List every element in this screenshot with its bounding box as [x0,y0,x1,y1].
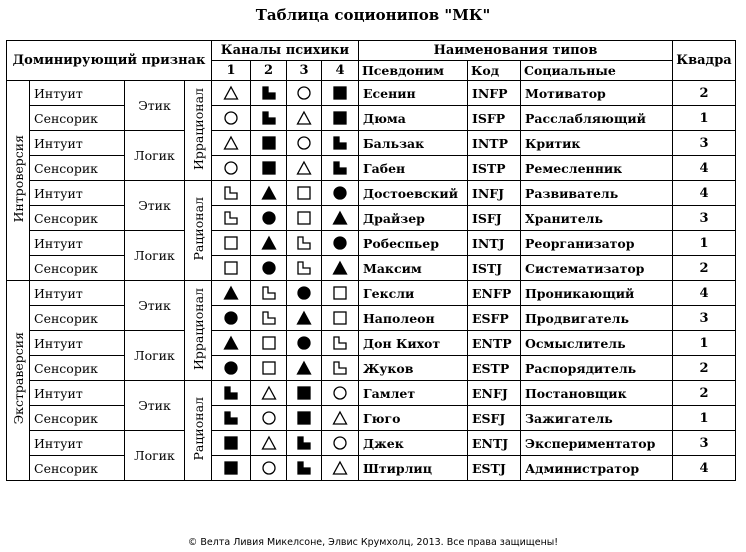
channel-4-cell [322,381,359,406]
channel-3-cell [287,231,322,256]
channel-1-cell [212,131,251,156]
channel-2-cell [251,331,287,356]
filled-circle-icon [296,335,312,351]
open-circle-icon [223,110,239,126]
open-square-icon [296,210,312,226]
kvadra-cell: 4 [673,456,736,481]
channel-1-cell [212,81,251,106]
perception-cell: Сенсорик [30,456,125,481]
open-square-icon [296,185,312,201]
channel-2-cell [251,206,287,231]
channel-3-cell [287,131,322,156]
channel-1-cell [212,106,251,131]
group-irrational [185,281,212,381]
code-cell: INFJ [468,181,521,206]
filled-square-icon [296,410,312,426]
channel-1-cell [212,381,251,406]
channel-1-cell [212,431,251,456]
group-ethic: Этик [125,381,185,431]
code-cell: INTJ [468,231,521,256]
open-triangle-icon [223,85,239,101]
open-circle-icon [296,135,312,151]
channel-4-cell [322,231,359,256]
social-role-cell: Хранитель [521,206,673,231]
group-ethic: Этик [125,281,185,331]
pseudonym-cell: Есенин [359,81,468,106]
channel-3-cell [287,306,322,331]
channel-4-cell [322,456,359,481]
channel-1-cell [212,231,251,256]
channel-3-cell [287,331,322,356]
header-social: Социальные [521,61,673,81]
group-extraversion-label: Экстраверсия [10,332,26,425]
table-row [7,231,736,256]
kvadra-cell: 2 [673,81,736,106]
pseudonym-cell: Дон Кихот [359,331,468,356]
header-channel-1: 1 [212,61,251,81]
pseudonym-cell: Наполеон [359,306,468,331]
group-logic: Логик [125,331,185,381]
pseudonym-cell: Бальзак [359,131,468,156]
open-circle-icon [332,435,348,451]
group-rational [185,181,212,281]
channel-2-cell [251,406,287,431]
open-square-icon [223,235,239,251]
header-channel-3: 3 [287,61,322,81]
filled-square-icon [223,460,239,476]
filled-triangle-icon [332,260,348,276]
social-role-cell: Распорядитель [521,356,673,381]
channel-2-cell [251,306,287,331]
group-irrational [185,81,212,181]
channel-3-cell [287,381,322,406]
filled-circle-icon [223,360,239,376]
channel-2-cell [251,381,287,406]
filled-circle-icon [261,210,277,226]
social-role-cell: Реорганизатор [521,231,673,256]
kvadra-cell: 3 [673,206,736,231]
group-extraversion [7,281,30,481]
header-pseudonym: Псевдоним [359,61,468,81]
perception-cell: Сенсорик [30,256,125,281]
social-role-cell: Проникающий [521,281,673,306]
table-row [7,106,736,131]
open-triangle-icon [296,110,312,126]
channel-4-cell [322,256,359,281]
channel-3-cell [287,256,322,281]
pseudonym-cell: Жуков [359,356,468,381]
social-role-cell: Мотиватор [521,81,673,106]
channel-3-cell [287,406,322,431]
channel-1-cell [212,356,251,381]
code-cell: ESFJ [468,406,521,431]
open-L-icon [332,335,348,351]
social-role-cell: Систематизатор [521,256,673,281]
channel-3-cell [287,181,322,206]
open-triangle-icon [223,135,239,151]
open-square-icon [332,285,348,301]
table-row [7,131,736,156]
channel-1-cell [212,156,251,181]
channel-4-cell [322,131,359,156]
table-row [7,331,736,356]
perception-cell: Интуит [30,381,125,406]
table-row [7,356,736,381]
kvadra-cell: 4 [673,181,736,206]
filled-triangle-icon [332,210,348,226]
social-role-cell: Продвигатель [521,306,673,331]
group-ethic: Этик [125,181,185,231]
header-names: Наименования типов [359,41,673,61]
channel-1-cell [212,206,251,231]
pseudonym-cell: Габен [359,156,468,181]
code-cell: ESTP [468,356,521,381]
header-row-top [7,41,736,61]
filled-triangle-icon [223,335,239,351]
channel-4-cell [322,106,359,131]
group-introversion-label: Интроверсия [10,134,26,223]
kvadra-cell: 2 [673,256,736,281]
open-circle-icon [261,410,277,426]
filled-triangle-icon [296,310,312,326]
pseudonym-cell: Дюма [359,106,468,131]
channel-4-cell [322,431,359,456]
filled-triangle-icon [261,235,277,251]
group-logic: Логик [125,131,185,181]
filled-circle-icon [332,185,348,201]
social-role-cell: Расслабляющий [521,106,673,131]
filled-square-icon [261,160,277,176]
open-L-icon [223,185,239,201]
open-L-icon [332,360,348,376]
perception-cell: Сенсорик [30,206,125,231]
pseudonym-cell: Гюго [359,406,468,431]
group-irrational-label: Иррационал [190,87,206,170]
open-triangle-icon [332,460,348,476]
table-row [7,456,736,481]
channel-4-cell [322,206,359,231]
group-irrational-label: Иррационал [190,287,206,370]
table-row [7,81,736,106]
group-introversion [7,81,30,281]
code-cell: INFP [468,81,521,106]
code-cell: ENTP [468,331,521,356]
channel-4-cell [322,156,359,181]
page-title: Таблица соционипов "МК" [255,6,491,24]
filled-circle-icon [296,285,312,301]
open-circle-icon [332,385,348,401]
perception-cell: Интуит [30,281,125,306]
channel-2-cell [251,231,287,256]
code-cell: ENFP [468,281,521,306]
pseudonym-cell: Гамлет [359,381,468,406]
open-square-icon [223,260,239,276]
header-dominant: Доминирующий признак [7,41,212,81]
header-channel-2: 2 [251,61,287,81]
perception-cell: Сенсорик [30,356,125,381]
pseudonym-cell: Драйзер [359,206,468,231]
filled-triangle-icon [261,185,277,201]
channel-4-cell [322,331,359,356]
channel-4-cell [322,306,359,331]
table-row [7,206,736,231]
channel-1-cell [212,406,251,431]
channel-3-cell [287,156,322,181]
table-row [7,281,736,306]
group-ethic: Этик [125,81,185,131]
perception-cell: Интуит [30,431,125,456]
code-cell: ISTJ [468,256,521,281]
table-row [7,156,736,181]
group-logic: Логик [125,231,185,281]
social-role-cell: Развиватель [521,181,673,206]
code-cell: ENFJ [468,381,521,406]
kvadra-cell: 1 [673,231,736,256]
group-rational-label: Рационал [190,396,206,461]
kvadra-cell: 3 [673,431,736,456]
kvadra-cell: 1 [673,331,736,356]
perception-cell: Сенсорик [30,156,125,181]
open-triangle-icon [261,435,277,451]
pseudonym-cell: Гексли [359,281,468,306]
open-square-icon [261,360,277,376]
open-triangle-icon [261,385,277,401]
perception-cell: Сенсорик [30,306,125,331]
code-cell: INTP [468,131,521,156]
code-cell: ISTP [468,156,521,181]
filled-L-icon [223,410,239,426]
channel-2-cell [251,131,287,156]
filled-square-icon [261,135,277,151]
perception-cell: Интуит [30,331,125,356]
code-cell: ESFP [468,306,521,331]
perception-cell: Интуит [30,181,125,206]
channel-1-cell [212,281,251,306]
channel-3-cell [287,281,322,306]
header-kvadra: Квадра [673,41,736,81]
pseudonym-cell: Максим [359,256,468,281]
kvadra-cell: 2 [673,381,736,406]
filled-L-icon [332,135,348,151]
filled-square-icon [296,385,312,401]
channel-2-cell [251,81,287,106]
kvadra-cell: 4 [673,156,736,181]
filled-L-icon [296,460,312,476]
filled-triangle-icon [223,285,239,301]
code-cell: ESTJ [468,456,521,481]
channel-1-cell [212,306,251,331]
social-role-cell: Постановщик [521,381,673,406]
filled-square-icon [332,110,348,126]
channel-3-cell [287,431,322,456]
pseudonym-cell: Достоевский [359,181,468,206]
table-row [7,256,736,281]
channel-3-cell [287,356,322,381]
channel-1-cell [212,256,251,281]
code-cell: ENTJ [468,431,521,456]
group-rational-label: Рационал [190,196,206,261]
social-role-cell: Администратор [521,456,673,481]
open-circle-icon [296,85,312,101]
social-role-cell: Осмыслитель [521,331,673,356]
kvadra-cell: 1 [673,406,736,431]
filled-triangle-icon [296,360,312,376]
channel-4-cell [322,356,359,381]
social-role-cell: Зажигатель [521,406,673,431]
table-row [7,406,736,431]
group-logic: Логик [125,431,185,481]
channel-2-cell [251,181,287,206]
filled-L-icon [223,385,239,401]
channel-4-cell [322,406,359,431]
channel-3-cell [287,456,322,481]
open-square-icon [261,335,277,351]
kvadra-cell: 2 [673,356,736,381]
kvadra-cell: 4 [673,281,736,306]
channel-1-cell [212,456,251,481]
channel-4-cell [322,181,359,206]
filled-L-icon [261,85,277,101]
channel-1-cell [212,181,251,206]
social-role-cell: Экспериментатор [521,431,673,456]
open-L-icon [296,235,312,251]
pseudonym-cell: Штирлиц [359,456,468,481]
perception-cell: Сенсорик [30,106,125,131]
perception-cell: Интуит [30,81,125,106]
header-channel-4: 4 [322,61,359,81]
open-triangle-icon [296,160,312,176]
open-L-icon [261,285,277,301]
filled-L-icon [261,110,277,126]
social-role-cell: Критик [521,131,673,156]
table-row [7,381,736,406]
table-row [7,431,736,456]
channel-3-cell [287,206,322,231]
kvadra-cell: 1 [673,106,736,131]
channel-2-cell [251,356,287,381]
perception-cell: Интуит [30,231,125,256]
channel-1-cell [212,331,251,356]
open-triangle-icon [332,410,348,426]
filled-L-icon [296,435,312,451]
open-square-icon [332,310,348,326]
filled-square-icon [223,435,239,451]
channel-4-cell [322,81,359,106]
pseudonym-cell: Джек [359,431,468,456]
perception-cell: Интуит [30,131,125,156]
channel-2-cell [251,256,287,281]
code-cell: ISFJ [468,206,521,231]
open-circle-icon [261,460,277,476]
code-cell: ISFP [468,106,521,131]
header-code: Код [468,61,521,81]
kvadra-cell: 3 [673,306,736,331]
social-role-cell: Ремесленник [521,156,673,181]
channel-2-cell [251,431,287,456]
table-row [7,306,736,331]
filled-circle-icon [332,235,348,251]
copyright-notice: © Велта Ливия Микелсоне, Элвис Крумхолц, 2013. Все права защищены! [187,537,559,548]
filled-circle-icon [261,260,277,276]
table-row [7,181,736,206]
kvadra-cell: 3 [673,131,736,156]
filled-square-icon [332,85,348,101]
open-L-icon [261,310,277,326]
channel-4-cell [322,281,359,306]
channel-2-cell [251,106,287,131]
pseudonym-cell: Робеспьер [359,231,468,256]
open-circle-icon [223,160,239,176]
filled-L-icon [332,160,348,176]
channel-2-cell [251,281,287,306]
perception-cell: Сенсорик [30,406,125,431]
socionics-table [6,40,736,481]
open-L-icon [223,210,239,226]
open-L-icon [296,260,312,276]
channel-2-cell [251,156,287,181]
channel-2-cell [251,456,287,481]
header-channels: Каналы психики [212,41,359,61]
filled-circle-icon [223,310,239,326]
group-rational [185,381,212,481]
channel-3-cell [287,106,322,131]
channel-3-cell [287,81,322,106]
